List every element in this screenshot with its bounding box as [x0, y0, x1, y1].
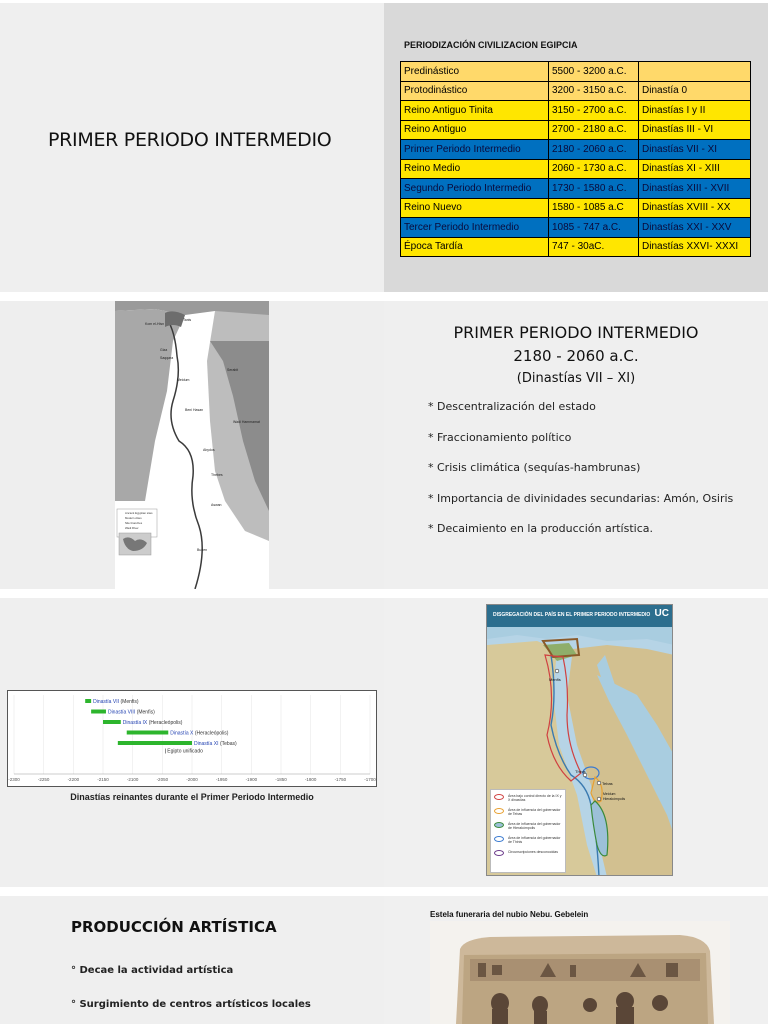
- slide4-text-panel: [0, 896, 384, 1024]
- svg-text:Meidum: Meidum: [177, 378, 190, 382]
- dynasty-place: (Heracleópolis): [194, 730, 229, 737]
- dynasty-label: [123, 720, 183, 726]
- dynasty-label: [93, 699, 139, 705]
- table-cell-period: Época Tardía: [401, 237, 549, 257]
- slide2-dates: 2180 - 2060 a.C.: [513, 347, 639, 365]
- legend-item: [494, 820, 566, 832]
- slide1-table-panel: [384, 3, 768, 292]
- tick-label: -2300: [8, 777, 20, 782]
- slide1-title-panel: [0, 3, 384, 292]
- dynasty-name: Dinastía IX: [122, 720, 148, 726]
- dynasty-bar: [91, 710, 106, 714]
- svg-text:Thebes: Thebes: [211, 473, 223, 477]
- legend-label: Circunscripciones desconocidas: [508, 850, 558, 854]
- periodization-table: [400, 61, 751, 257]
- table-cell-dates: 3200 - 3150 a.C.: [549, 81, 639, 101]
- tick-label: -1900: [245, 777, 258, 782]
- legend-swatch: [494, 808, 504, 814]
- bullet-item: * Descentralización del estado: [428, 400, 596, 413]
- table-row: [401, 237, 751, 257]
- tick-label: -1750: [334, 777, 347, 782]
- svg-text:Buhen: Buhen: [197, 548, 208, 552]
- egypt-map: [115, 301, 269, 589]
- legend-item: [494, 806, 566, 818]
- slide2-dynasties: (Dinastías VII – XI): [516, 371, 636, 386]
- bullet-item: * Crisis climática (sequías-hambrunas): [428, 461, 641, 474]
- table-cell-period: Reino Medio: [401, 159, 549, 179]
- legend-swatch: [494, 822, 504, 828]
- dynasty-bar: [127, 731, 169, 735]
- table-cell-dates: 747 - 30aC.: [549, 237, 639, 257]
- svg-text:Wadi River: Wadi River: [125, 526, 139, 530]
- map-header: [487, 605, 673, 627]
- table-cell-dynasty: Dinastías XVIII - XX: [639, 198, 751, 218]
- egypt-map-graphic: [115, 301, 269, 589]
- tick-label: -2000: [186, 777, 198, 782]
- table-cell-dynasty: [639, 62, 751, 82]
- svg-text:Aswan: Aswan: [211, 503, 222, 507]
- dynasty-name: Dinastía VII: [93, 699, 119, 705]
- table-cell-dates: 5500 - 3200 a.C.: [549, 62, 639, 82]
- table-row: [401, 81, 751, 101]
- map-place-label: Meidum: [603, 792, 616, 796]
- slide2-bullet-list: [428, 400, 733, 553]
- svg-text:Kom el-Hisn: Kom el-Hisn: [145, 322, 165, 326]
- tick-label: -1950: [215, 777, 228, 782]
- table-row: [401, 140, 751, 160]
- tick-label: -2050: [156, 777, 169, 782]
- stele-photo-graphic: [430, 921, 730, 1024]
- uc-logo: UC: [654, 608, 669, 619]
- table-cell-dynasty: Dinastías III - VI: [639, 120, 751, 140]
- map-place-label: Menfis: [549, 677, 561, 682]
- table-cell-dates: 1580 - 1085 a.C: [549, 198, 639, 218]
- table-cell-period: Reino Antiguo: [401, 120, 549, 140]
- table-cell-dynasty: Dinastías XI - XIII: [639, 159, 751, 179]
- chart-caption: Dinastías reinantes durante el Primer Periodo Intermedio: [70, 792, 314, 802]
- legend-swatch: [494, 850, 504, 856]
- table-row: [401, 179, 751, 199]
- dynasty-name: Dinastía VIII: [107, 709, 136, 716]
- dynasty-label: [108, 710, 155, 716]
- legend-label: Área de influencia del gobernador de Hierakómpolis: [508, 822, 561, 830]
- bullet-item: * Decaimiento en la producción artística.: [428, 522, 653, 535]
- dynasty-place: (Menfis): [136, 709, 155, 716]
- svg-text:Wadi Hammamat: Wadi Hammamat: [233, 420, 260, 424]
- table-row: [401, 120, 751, 140]
- unification-label: Egipto unificado: [167, 748, 203, 755]
- table-cell-dates: 3150 - 2700 a.C.: [549, 101, 639, 121]
- tick-label: -2100: [126, 777, 139, 782]
- svg-text:Beni Hasan: Beni Hasan: [185, 408, 204, 412]
- table-cell-dynasty: Dinastías XXI - XXV: [639, 218, 751, 238]
- table-cell-dynasty: Dinastías I y II: [639, 101, 751, 121]
- svg-text:Saqqara: Saqqara: [160, 356, 174, 360]
- table-cell-dates: 1730 - 1580 a.C.: [549, 179, 639, 199]
- table-cell-dynasty: Dinastías XIII - XVII: [639, 179, 751, 199]
- dynasty-name: Dinastía XI: [194, 741, 219, 747]
- dynasty-bar: [103, 720, 121, 724]
- table-cell-dynasty: Dinastías VII - XI: [639, 140, 751, 160]
- map-place-label: Hierakómpolis: [603, 797, 626, 801]
- map-title: DISGREGACIÓN DEL PAÍS EN EL PRIMER PERIODO INTERMEDIO: [493, 612, 651, 618]
- table-cell-dates: 2060 - 1730 a.C.: [549, 159, 639, 179]
- dynasty-timeline-svg: [8, 691, 376, 786]
- stele-photo: [430, 921, 730, 1024]
- table-cell-period: Primer Periodo Intermedio: [401, 140, 549, 160]
- dynasty-label: [194, 741, 237, 747]
- svg-text:Nile branches: Nile branches: [125, 521, 143, 525]
- tick-label: -1800: [304, 777, 317, 782]
- tick-label: -1700: [364, 777, 376, 782]
- fragmentation-map: [486, 604, 673, 876]
- table-row: [401, 62, 751, 82]
- slide3-chart-panel: [0, 598, 384, 887]
- table-cell-period: Predinástico: [401, 62, 549, 82]
- dynasty-bar: [118, 741, 192, 745]
- map-place-label: Tebas: [602, 781, 613, 786]
- legend-label: Área de influencia del gobernador de Tebas: [508, 808, 561, 816]
- svg-text:Ancient Egyptian sites: Ancient Egyptian sites: [125, 511, 153, 515]
- bullet-item: * Fraccionamiento político: [428, 430, 572, 444]
- slide4-bullet: ° Decae la actividad artística: [71, 965, 234, 976]
- table-cell-period: Reino Antiguo Tinita: [401, 101, 549, 121]
- slide1-title: PRIMER PERIODO INTERMEDIO: [48, 129, 332, 151]
- legend-item: [494, 834, 566, 846]
- legend-label: Área de influencia del gobernador de Thinis: [508, 836, 561, 844]
- dynasty-label: [170, 731, 229, 737]
- table-cell-dates: 2700 - 2180 a.C.: [549, 120, 639, 140]
- legend-item: [494, 792, 566, 804]
- table-cell-period: Reino Nuevo: [401, 198, 549, 218]
- table-cell-dates: 1085 - 747 a.C.: [549, 218, 639, 238]
- slide4-bullet: ° Surgimiento de centros artísticos locales: [71, 999, 311, 1010]
- table-cell-period: Segundo Periodo Intermedio: [401, 179, 549, 199]
- table-cell-dates: 2180 - 2060 a.C.: [549, 140, 639, 160]
- stele-caption: Estela funeraria del nubio Nebu. Gebelein: [430, 910, 589, 919]
- tick-label: -1850: [275, 777, 287, 782]
- slide2-text-panel: [384, 301, 768, 589]
- slide4-title: PRODUCCIÓN ARTÍSTICA: [71, 918, 277, 936]
- dynasty-bar: [85, 699, 91, 703]
- legend-label: Área bajo control directo de la IX y X dinastías: [508, 794, 562, 802]
- bullet-item: * Importancia de divinidades secundarias: Amón, Osiris: [428, 491, 734, 505]
- periodization-table-title: PERIODIZACIÓN CIVILIZACION EGIPCIA: [404, 40, 578, 50]
- table-row: [401, 101, 751, 121]
- svg-text:Giza: Giza: [160, 348, 168, 352]
- svg-text:Tanis: Tanis: [183, 318, 192, 322]
- dynasty-name: Dinastía X: [170, 730, 194, 737]
- table-cell-period: Tercer Periodo Intermedio: [401, 218, 549, 238]
- slide3-map-panel: [384, 598, 768, 887]
- svg-text:Abydos: Abydos: [203, 448, 215, 452]
- slide2-title: PRIMER PERIODO INTERMEDIO: [453, 323, 699, 342]
- table-row: [401, 198, 751, 218]
- table-row: [401, 218, 751, 238]
- map-place-label: Thinis: [575, 769, 586, 774]
- legend-swatch: [494, 836, 504, 842]
- legend-item: [494, 848, 566, 860]
- map-legend: [490, 789, 566, 873]
- tick-label: -2250: [37, 777, 50, 782]
- dynasty-place: (Menfis): [120, 699, 139, 705]
- svg-text:Serabit: Serabit: [227, 368, 239, 372]
- table-row: [401, 159, 751, 179]
- table-cell-dynasty: Dinastía 0: [639, 81, 751, 101]
- table-cell-dynasty: Dinastías XXVI- XXXI: [639, 237, 751, 257]
- slide4-image-panel: [384, 896, 768, 1024]
- dynasty-place: (Heracleópolis): [148, 720, 183, 726]
- legend-swatch: [494, 794, 504, 800]
- tick-label: -2200: [67, 777, 80, 782]
- dynasty-timeline-chart: [7, 690, 377, 787]
- slide2-map-panel: [0, 301, 384, 589]
- tick-label: -2150: [97, 777, 109, 782]
- table-cell-period: Protodinástico: [401, 81, 549, 101]
- dynasty-place: (Tebas): [219, 741, 237, 747]
- svg-text:Modern cities: Modern cities: [125, 516, 142, 520]
